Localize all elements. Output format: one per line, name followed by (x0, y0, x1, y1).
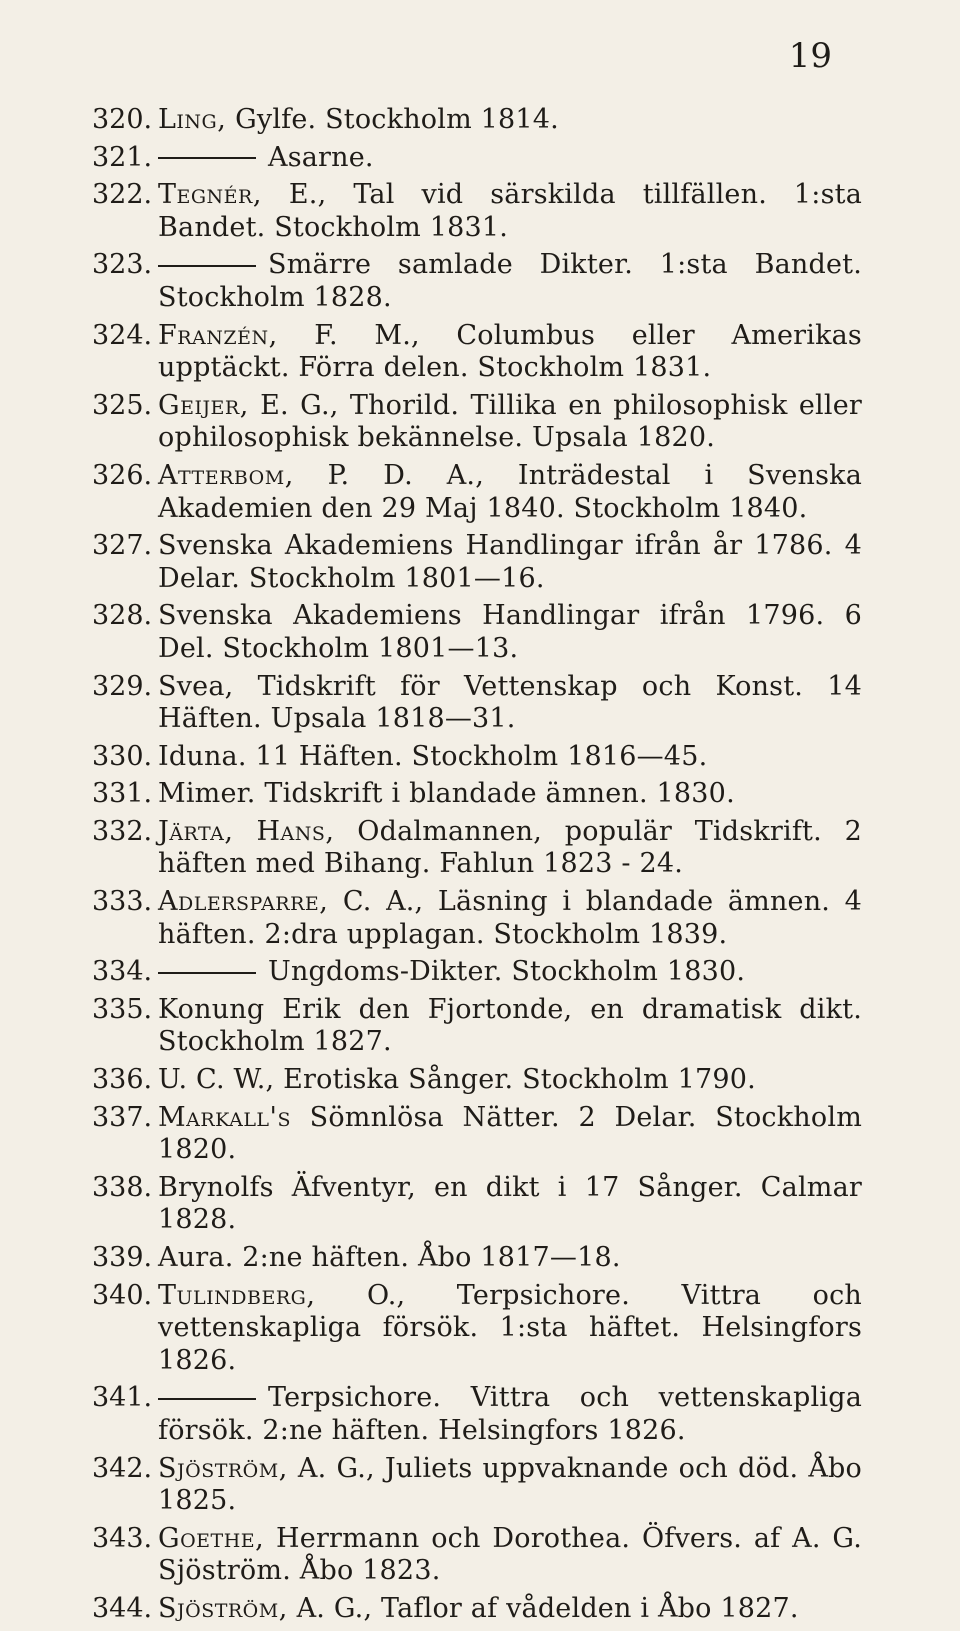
entry-text (158, 249, 862, 314)
entry-number: 339. (92, 1242, 153, 1273)
list-item (92, 671, 862, 736)
entry-text (158, 530, 862, 595)
entry-title: Herrmann och Dorothea. Öfvers. af A. G. Sjöström. Åbo 1823. (158, 1522, 862, 1587)
entry-author: Markall's (158, 1101, 291, 1133)
list-item (92, 249, 862, 314)
entry-number: 321. (92, 141, 153, 173)
entry-title: Sömnlösa Nätter. 2 Delar. Stockholm 1820. (158, 1101, 862, 1166)
entry-title: Asarne. (268, 141, 374, 173)
list-item (92, 1453, 862, 1518)
entry-title: Iduna. 11 Häften. Stockholm 1816—45. (158, 740, 708, 772)
entry-author: Atterbom, (158, 459, 294, 491)
list-item (92, 179, 862, 244)
list-item (92, 1382, 862, 1447)
entry-text (158, 460, 862, 525)
entry-title: Svenska Akademiens Handlingar ifrån 1796. 6 Del. Stockholm 1801—13. (158, 600, 862, 664)
entry-title: E., Tal vid särskilda tillfällen. 1:sta Bandet. Stockholm 1831. (158, 179, 862, 243)
entry-number: 332. (92, 815, 153, 847)
list-item (92, 460, 862, 525)
entry-title: Svea, Tidskrift för Vettenskap och Konst. 14 Häften. Upsala 1818—31. (158, 670, 862, 735)
list-item (92, 390, 862, 455)
entry-text (158, 1064, 862, 1097)
entry-author: Tegnér, (158, 179, 262, 211)
entry-number: 338. (92, 1171, 153, 1203)
entry-title: Mimer. Tidskrift i blandade ämnen. 1830. (158, 778, 735, 810)
entry-number: 326. (92, 459, 153, 491)
entry-number: 323. (92, 249, 153, 281)
entry-number: 322. (92, 179, 153, 211)
entry-text (158, 320, 862, 385)
entry-title: Svenska Akademiens Handlingar ifrån år 1786. 4 Delar. Stockholm 1801—16. (158, 530, 862, 594)
list-item (92, 1172, 862, 1237)
entry-text (158, 1102, 862, 1167)
ditto-dash (158, 1398, 256, 1400)
entry-title: P. D. A., Inträdestal i Svenska Akademien den 29 Maj 1840. Stockholm 1840. (158, 459, 862, 524)
entry-title: Brynolfs Äfventyr, en dikt i 17 Sånger. Calmar 1828. (158, 1171, 862, 1236)
list-item (92, 104, 862, 137)
list-item (92, 1523, 862, 1588)
list-item (92, 600, 862, 665)
entry-author: Sjöström, (158, 1592, 288, 1624)
entry-number: 329. (92, 670, 153, 702)
entry-title: Terpsichore. Vittra och vettenskapliga försök. 2:ne häften. Helsingfors 1826. (158, 1382, 862, 1446)
page-number: 19 (788, 36, 832, 76)
entry-number: 337. (92, 1101, 153, 1133)
entry-text (158, 671, 862, 736)
entry-text (158, 600, 862, 665)
entry-title: Odalmannen, populär Tidskrift. 2 häften med Bihang. Fahlun 1823 - 24. (158, 815, 863, 880)
list-item (92, 741, 862, 774)
entry-text (158, 1382, 862, 1447)
entry-text (158, 886, 862, 951)
entry-text (158, 104, 862, 137)
entry-text (158, 179, 862, 244)
entry-author: Franzén, (158, 319, 278, 351)
entry-title: Ungdoms-Dikter. Stockholm 1830. (268, 956, 746, 988)
entry-author: Ling, (158, 104, 227, 135)
entry-text (158, 142, 862, 175)
ditto-dash (158, 972, 256, 974)
entry-text (158, 1593, 862, 1626)
entry-number: 334. (92, 956, 153, 988)
entry-number: 343. (92, 1522, 153, 1554)
entry-author: Adlersparre, (158, 886, 329, 918)
entry-number: 342. (92, 1452, 153, 1484)
entry-title: U. C. W., Erotiska Sånger. Stockholm 1790. (158, 1064, 756, 1096)
list-item (92, 320, 862, 385)
entry-text (158, 1242, 862, 1275)
entry-number: 335. (92, 993, 153, 1025)
list-item (92, 816, 862, 881)
list-item (92, 994, 862, 1059)
entry-title: O., Terpsichore. Vittra och vettenskapliga försök. 1:sta häftet. Helsingfors 1826. (158, 1279, 862, 1376)
entry-title: A. G., Juliets uppvaknande och död. Åbo 1825. (158, 1452, 862, 1517)
entry-author: Goethe, (158, 1522, 265, 1554)
entry-text (158, 741, 862, 774)
list-item (92, 1102, 862, 1167)
list-item (92, 1593, 862, 1626)
entry-author: Sjöström, (158, 1452, 288, 1484)
ditto-dash (158, 265, 256, 267)
entry-number: 327. (92, 530, 153, 562)
entry-number: 336. (92, 1064, 153, 1096)
entry-title: F. M., Columbus eller Amerikas upptäckt. Förra delen. Stockholm 1831. (158, 319, 862, 384)
entry-text (158, 1280, 862, 1378)
entry-number: 324. (92, 319, 153, 351)
entry-number: 325. (92, 389, 153, 421)
entry-title: C. A., Läsning i blandade ämnen. 4 häften. 2:dra upplagan. Stockholm 1839. (158, 886, 862, 950)
entry-text (158, 390, 862, 455)
list-item (92, 1280, 862, 1378)
entry-number: 331. (92, 778, 153, 810)
entry-text (158, 1523, 862, 1588)
entry-number: 344. (92, 1592, 153, 1624)
bibliography-list (92, 104, 862, 1631)
entry-number: 328. (92, 600, 153, 632)
list-item (92, 530, 862, 595)
list-item (92, 142, 862, 175)
entry-text (158, 778, 862, 811)
entry-text (158, 816, 862, 881)
entry-title: E. G., Thorild. Tillika en philosophisk eller ophilosophisk bekännelse. Upsala 1820. (158, 389, 862, 454)
entry-title: A. G., Taflor af vådelden i Åbo 1827. (287, 1592, 799, 1624)
list-item (92, 1242, 862, 1275)
entry-number: 341. (92, 1382, 153, 1414)
entry-text (158, 1453, 862, 1518)
entry-number: 333. (92, 886, 153, 918)
list-item (92, 1064, 862, 1097)
entry-text (158, 956, 862, 989)
entry-author: Tulindberg, (158, 1279, 316, 1311)
entry-text (158, 1172, 862, 1237)
entry-title: Aura. 2:ne häften. Åbo 1817—18. (158, 1242, 621, 1273)
entry-number: 340. (92, 1279, 153, 1311)
entry-text (158, 994, 862, 1059)
entry-number: 330. (92, 740, 153, 772)
list-item (92, 886, 862, 951)
entry-title: Gylfe. Stockholm 1814. (226, 104, 559, 135)
entry-number: 320. (92, 104, 153, 135)
entry-author: Järta, Hans, (158, 815, 335, 847)
entry-title: Konung Erik den Fjortonde, en dramatisk dikt. Stockholm 1827. (158, 993, 862, 1058)
list-item (92, 956, 862, 989)
ditto-dash (158, 157, 256, 159)
entry-title: Smärre samlade Dikter. 1:sta Bandet. Stockholm 1828. (158, 249, 862, 313)
entry-author: Geijer, (158, 389, 249, 421)
list-item (92, 778, 862, 811)
